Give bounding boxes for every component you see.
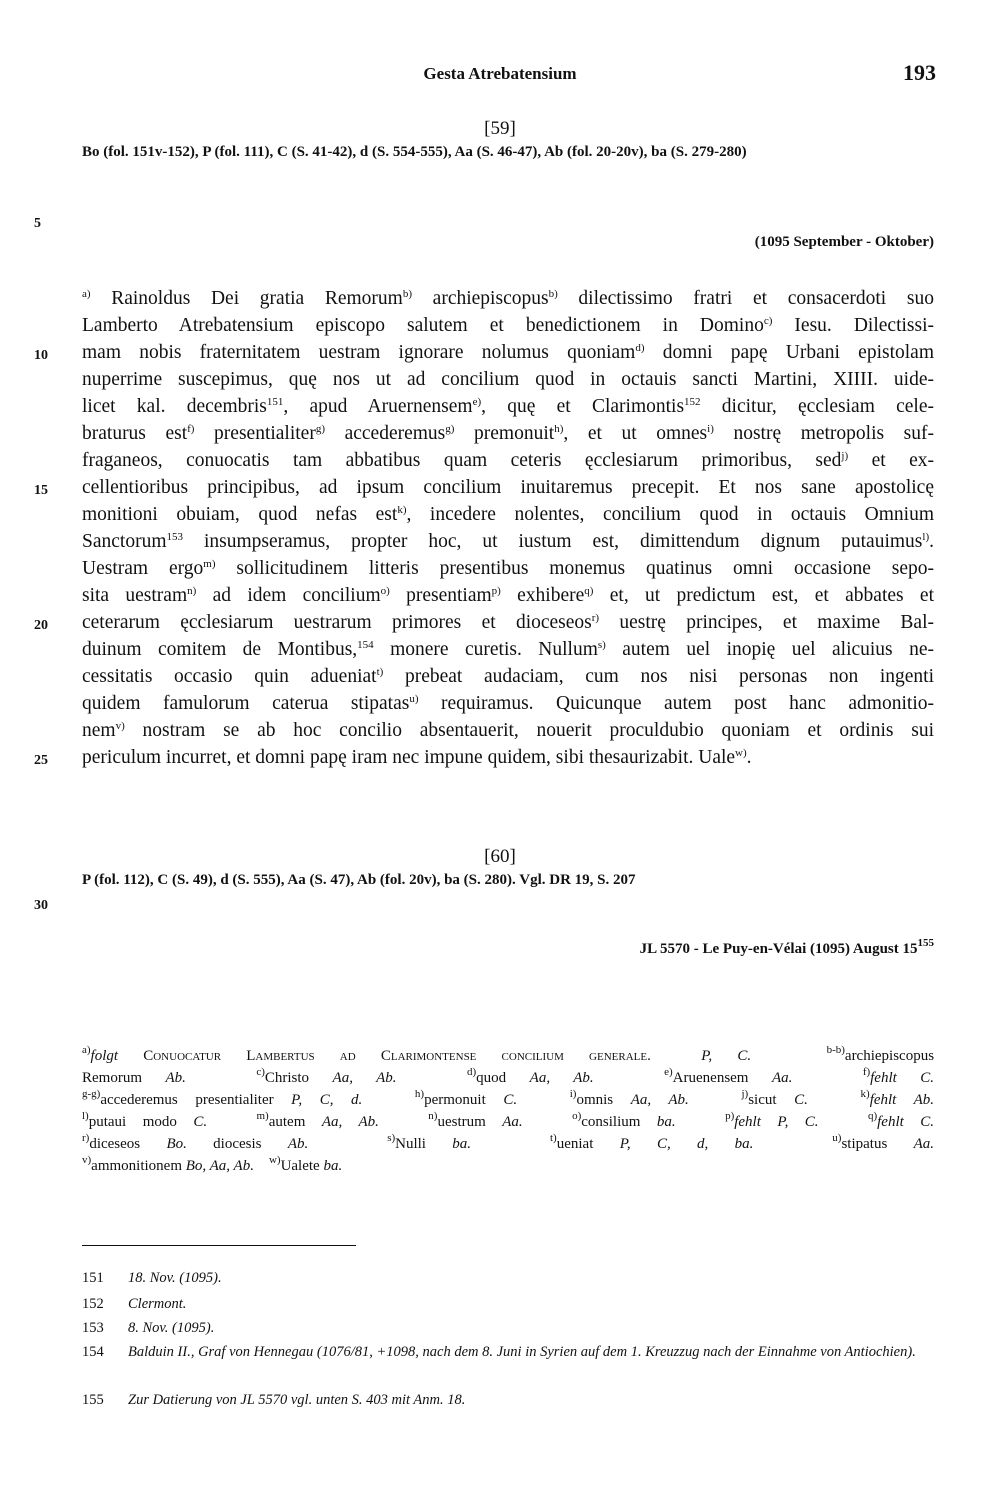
text-line: mam nobis fraternitatem uestram ignorare nolumus quoniam$^{d)}$ domni papę Urbani epistolam (82, 342, 934, 363)
line-number: 10 (34, 348, 48, 363)
text-line: $^{a)}$ Rainoldus Dei gratia Remorum$^{b)}$ archiepiscopus$^{b)}$ dilectissimo fratri et consacerdoti suo (82, 288, 934, 309)
line-number: 15 (34, 483, 48, 498)
text-line: Uestram ergo$^{m)}$ sollicitudinem litteris presentibus monemus quatinus omni occasione sepo- (82, 558, 935, 579)
text-line: cessitatis occasio quin adueniat$^{t)}$ prebeat audaciam, cum nos nisi personas non ingenti (82, 666, 935, 687)
running-title: Gesta Atrebatensium (423, 64, 577, 83)
source-list: P (fol. 112), C (S. 49), d (S. 555), Aa (S. 47), Ab (fol. 20v), ba (S. 280). Vgl. DR 19, S. 207 (82, 872, 636, 888)
document-number: [60] (484, 846, 516, 867)
footnote: 153 8. Nov. (1095). (82, 1320, 215, 1336)
date-line: (1095 September - Oktober) (754, 234, 934, 250)
text-line: periculum incurret, et domni papę iram nec impune quidem, sibi thesaurizabit. Uale$^{w)}$. (82, 747, 752, 768)
apparatus-line: $^{g-g)}$accederemus presentialiter P, C, d. $^{h)}$permonuit C. $^{i)}$omnis Aa, Ab. $^{j)}$sicut C. $^{k)}$fehlt Ab. (82, 1088, 935, 1108)
footnote: 155 Zur Datierung von JL 5570 vgl. unten S. 403 mit Anm. 18. (82, 1392, 466, 1408)
text-line: monitioni obuiam, quod nefas est$^{k)}$, incedere nolentes, concilium quod in octauis Omnium (82, 504, 934, 525)
document-number: [59] (484, 118, 516, 139)
text-line: Sanctorum$^{153}$ insumpseramus, propter hoc, ut iustum est, dimittendum dignum putauimus$^{l)}$. (82, 531, 934, 552)
text-line: quidem famulorum caterua stipatas$^{u)}$ requiramus. Quicunque autem post hanc admonitio- (82, 693, 934, 714)
footnote-rule (82, 1245, 356, 1246)
apparatus-line: $^{l)}$putaui modo C. $^{m)}$autem Aa, Ab. $^{n)}$uestrum Aa. $^{o)}$consilium ba. $^{p)}$fehlt P, C. $^{q)}$fehlt C. (82, 1110, 935, 1130)
text-line: licet kal. decembris$^{151}$, apud Aruernensem$^{e)}$, quę et Clarimontis$^{152}$ dicitur, ęcclesiam cele- (82, 396, 934, 417)
text-line: braturus est$^{f)}$ presentialiter$^{g)}$ accederemus$^{g)}$ premonuit$^{h)}$, et ut omnes$^{i)}$ nostrę metropolis suf- (82, 423, 935, 444)
source-list: Bo (fol. 151v-152), P (fol. 111), C (S. 41-42), d (S. 554-555), Aa (S. 46-47), Ab (fol. 20-20v), ba (S. 279-280) (82, 144, 747, 160)
text-line: nem$^{v)}$ nostram se ab hoc concilio absentauerit, nouerit proculdubio quoniam et ordinis sui (82, 720, 934, 741)
apparatus-line: $^{v)}$ammonitionem Bo, Aa, Ab. $^{w)}$Ualete ba. (82, 1154, 343, 1174)
footnote: 152 Clermont. (82, 1296, 187, 1312)
text-line: cellentioribus principibus, ad ipsum concilium inuitaremus precepit. Et nos sane apostolicę (82, 477, 934, 498)
line-number: 20 (34, 618, 48, 633)
page-number: 193 (903, 60, 936, 85)
apparatus-line: $^{r)}$diceseos Bo. diocesis Ab. $^{s)}$Nulli ba. $^{t)}$ueniat P, C, d, ba. $^{u)}$stipatus Aa. (82, 1132, 935, 1152)
footnote: 154 Balduin II., Graf von Hennegau (1076/81, +1098, nach dem 8. Juni in Syrien auf dem 1. Kreuzzug nach der Einnahme von Antiochien). (82, 1344, 916, 1360)
text-line: fraganeos, conuocatis tam abbatibus quam ceteris ęcclesiarum primoribus, sed$^{j)}$ et ex- (82, 450, 934, 471)
text-line: sita uestram$^{n)}$ ad idem concilium$^{o)}$ presentiam$^{p)}$ exhibere$^{q)}$ et, ut predictum est, et abbates et (82, 585, 934, 606)
line-number: 30 (34, 898, 48, 913)
text-line: ceterarum ęcclesiarum uestrarum primores et dioceseos$^{r)}$ uestrę principes, et maxime Bal- (82, 612, 934, 633)
footnote: 151 18. Nov. (1095). (82, 1270, 222, 1286)
apparatus-line: $^{a)}$folgt Conuocatur Lambertus ad Clarimontense concilium generale. P, C. $^{b-b)}$archiepiscopus (82, 1044, 935, 1064)
line-number: 5 (34, 216, 41, 231)
footnote-ref: 155 (917, 937, 934, 949)
date-line: JL 5570 - Le Puy-en-Vélai (1095) August $15^{155}$ (639, 937, 934, 957)
text-line: nuperrime suscepimus, quę nos ut ad concilium quod in octauis sancti Martini, XIIII. uide- (82, 369, 934, 390)
text-line: duinum comitem de Montibus,$^{154}$ monere curetis. Nullum$^{s)}$ autem uel inopię uel alicuius ne- (82, 639, 934, 660)
text-line: Lamberto Atrebatensium episcopo salutem et benedictionem in Domino$^{c)}$ Iesu. Dilectissi- (82, 315, 934, 336)
line-number: 25 (34, 753, 48, 768)
apparatus-line: Remorum Ab. $^{c)}$Christo Aa, Ab. $^{d)}$quod Aa, Ab. $^{e)}$Aruenensem Aa. $^{f)}$fehlt C. (82, 1066, 935, 1086)
